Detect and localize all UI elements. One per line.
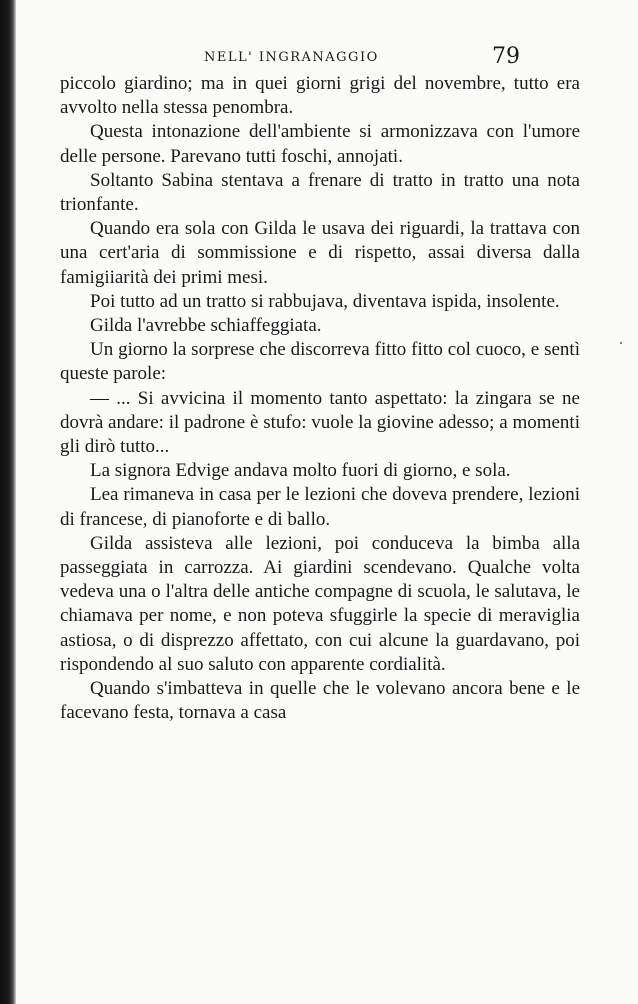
paragraph: Un giorno la sorprese che discorreva fitto fitto col cuoco, e sentì queste parole: xyxy=(60,339,580,385)
paragraph: Poi tutto ad un tratto si rabbujava, diventava ispida, insolente. xyxy=(90,290,560,312)
paragraph: Lea rimaneva in casa per le lezioni che doveva prendere, lezioni di francese, di pianoforte e di ballo. xyxy=(60,484,580,530)
paragraph: La signora Edvige andava molto fuori di giorno, e sola. xyxy=(90,460,511,482)
running-head: NELL' INGRANAGGIO xyxy=(204,50,379,65)
dialogue-paragraph: — ... Si avvicina il momento tanto aspettato: la zingara se ne dovrà andare: il padrone è stufo: vuole la giovine adesso; a momenti gli dirò tutto... xyxy=(60,387,580,458)
paragraph: piccolo giardino; ma in quei giorni grigi del novembre, tutto era avvolto nella stessa penombra. xyxy=(60,73,580,119)
scan-speck xyxy=(620,342,622,344)
paragraph: Gilda l'avrebbe schiaffeggiata. xyxy=(90,315,322,337)
paragraph: Questa intonazione dell'ambiente si armonizzava con l'umore delle persone. Parevano tutti foschi, annojati. xyxy=(60,121,580,167)
paragraph: Quando s'imbatteva in quelle che le volevano ancora bene e le facevano festa, tornava a casa xyxy=(60,678,580,724)
page-number: 79 xyxy=(492,44,520,69)
page-header xyxy=(16,44,638,74)
book-gutter xyxy=(0,0,16,1004)
paragraph: Soltanto Sabina stentava a frenare di tratto in tratto una nota trionfante. xyxy=(60,169,580,216)
book-page xyxy=(16,0,638,1004)
body-text xyxy=(60,72,580,725)
paragraph: Quando era sola con Gilda le usava dei riguardi, la trattava con una cert'aria di sommissione e di rispetto, assai diversa dalla famigiiarità dei primi mesi. xyxy=(60,218,580,288)
paragraph: Gilda assisteva alle lezioni, poi conduceva la bimba alla passeggiata in carrozza. Ai giardini scendevano. Qualche volta vedeva una o l'altra delle antiche compagne di scuola, le salutava, le chiamava per nome, e non poteva sfuggirle la specie di meraviglia astiosa, o di disprezzo affettato, con cui alcune la guardavano, poi rispondendo al suo saluto con apparente cordialità. xyxy=(60,532,580,675)
